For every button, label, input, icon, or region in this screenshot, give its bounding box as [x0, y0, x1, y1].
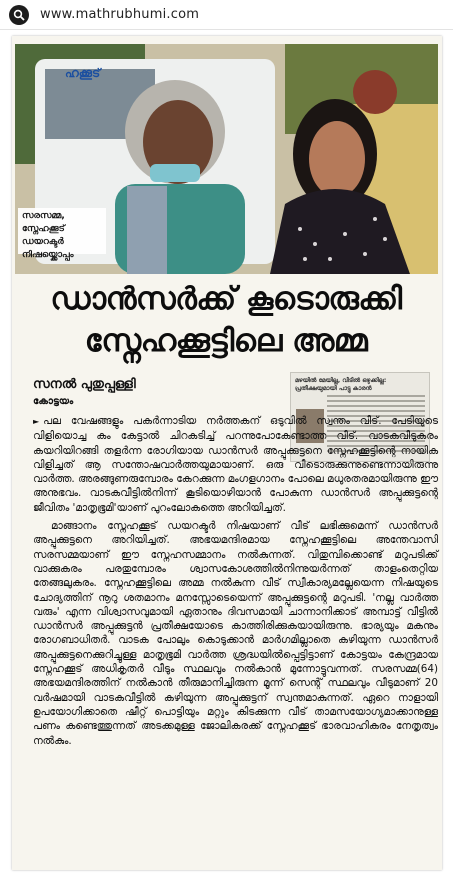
article-headline: ഡാൻസർക്ക് കൂടൊരുക്കി സ്നേഹക്കൂട്ടിലെ അമ്മ: [50, 281, 402, 359]
url-text[interactable]: www.mathrubhumi.com: [40, 7, 200, 22]
search-icon[interactable]: [9, 5, 29, 25]
browser-url-bar[interactable]: [0, 0, 453, 30]
article-paragraph: മാങ്ങാനം സ്നേഹക്കൂട് ഡയറക്ടർ നിഷയാണ് വീട് ലഭിക്കുമെന്ന് ഡാൻസർ അപ്പുക്കുട്ടനെ അറിയിച്ചത്. അഭയമന്ദിരമായ സ്നേഹക്കൂട്ടിലെ അന്തേവാസി സരസമ്മയാണ് ഈ സ്നേഹസമ്മാനം നൽകുന്നത്. വിതുമ്പിക്കൊണ്ട് മറുപടിക്ക് വാക്കുകരം പരതുമ്പോരം ശ്വാസകോശത്തിൽനിന്നുയർന്നത് താളംതെറ്റിയ തേങ്ങലുകരം. സ്നേഹക്കൂട്ടിലെ അമ്മ നൽകുന്ന വീട് സ്വീകാര്യമല്ലേയെന്ന നിഷയുടെ ചോദ്യത്തിന് നൂറു ശതമാനം മനസ്സോടെയെന്ന് അപ്പുക്കുട്ടന്റെ മറുപടി. 'നല്ല വാർത്ത വരും' എന്ന വിശ്വാസവുമായി ഏതാനും ദിവസമായി ചാന്നാനിക്കാട് അമ്പാട്ട് വീട്ടിൽ ഡാൻസർ അപ്പുക്കുട്ടൻ പ്രതീക്ഷയോടെ കാത്തിരിക്കുകയായിരുന്നു. ഭാര്യയും മകനും രോഗബാധിതർ. വാടക പോലും കൊടുക്കാൻ മാർഗമില്ലാതെ കഴിയുന്ന ഡാൻസർ അപ്പുക്കുട്ടനെക്കുറിച്ചുള്ള മാതൃഭൂമി വാർത്ത ശ്രദ്ധയിൽപ്പെട്ടിട്ടാണ് കോട്ടയം കേന്ദ്രമായ സ്നേഹക്കൂട് അധികൃതർ വീടും സ്ഥലവും നൽകാൻ മുന്നോട്ടുവന്നത്. സരസമ്മ(64) അഭയമന്ദിരത്തിന് നൽകാൻ തീരുമാനിച്ചിരുന്ന മൂന്ന് സെന്റ് സ്ഥലവും വീടുമാണ് 20 വർഷമായി വാടകവീട്ടിൽ കഴിയുന്ന അപ്പുക്കുട്ടന് സ്വന്തമാകുന്നത്. ഏറെ നാളായി ഉപയോഗിക്കാതെ ഷീറ്റ് പൊട്ടിയും മറ്റും കിടക്കുന്ന വീട് താമസയോഗ്യമാക്കാനുള്ള പണം കണ്ടെത്തുന്നത് അടക്കമുള്ള ജോലികരക്ക് സ്നേഹക്കൂട് ഭാരവാഹികരം നേതൃത്വം നൽകും.: [33, 520, 438, 747]
article-body: [33, 414, 438, 752]
author-name: സനൽ പുതുപ്പള്ളി: [33, 377, 136, 392]
byline: [33, 376, 273, 410]
inset-heading: മഴയിൽ മേയില്ല, വീടിൽ ഒഴുക്കില്ല: പ്രതീക്ഷയുമായി പാട്ടു കാരൻ: [295, 377, 387, 392]
vehicle-sign-text: ഹക്കൂട്: [65, 66, 101, 80]
dateline-location: കോട്ടയം: [33, 396, 74, 407]
photo-caption: സരസമ്മ, സ്നേഹക്കൂട് ഡയറക്ടർ നിഷയ്ക്കൊപ്പം: [18, 208, 106, 254]
article-paragraph: ► പല വേഷങ്ങളും പകർന്നാടിയ നർത്തകന് ഒടുവിൽ സ്വന്തം വീട്. പേടിയുടെ വിളിയൊച്ച കം കേട്ടാൽ ചിറകടിച്ച് പറന്നുപോകേണ്ടാത്ത വീട്. വാടകവീടുകരം കയറിയിറങ്ങി തളർന്ന രോഗിയായ ഡാൻസർ അപ്പുക്കുട്ടനെ സ്നേഹക്കൂട്ടിന്റെ നായിക വിളിച്ചത് ആ സന്തോഷവാർത്തയുമായാണ്. ഒരു വീടൊരുക്കുന്നുണ്ടെന്നായിരുന്നു വാർത്ത. അരങ്ങുണരുമ്പോരം കേറക്കുന്ന മംഗളഗാനം പോലെ മധുരതരമായിരുന്നു ഈ അനുഭവം. വാടകവീട്ടിൽനിന്ന് കൂടിയൊഴിയാൻ പോകുന്ന ഡാൻസർ അപ്പുക്കുട്ടന്റെ ജീവിതം 'മാതൃഭൂമി'യാണ് പുറംലോകത്തെ അറിയിച്ചത്.: [33, 414, 438, 515]
